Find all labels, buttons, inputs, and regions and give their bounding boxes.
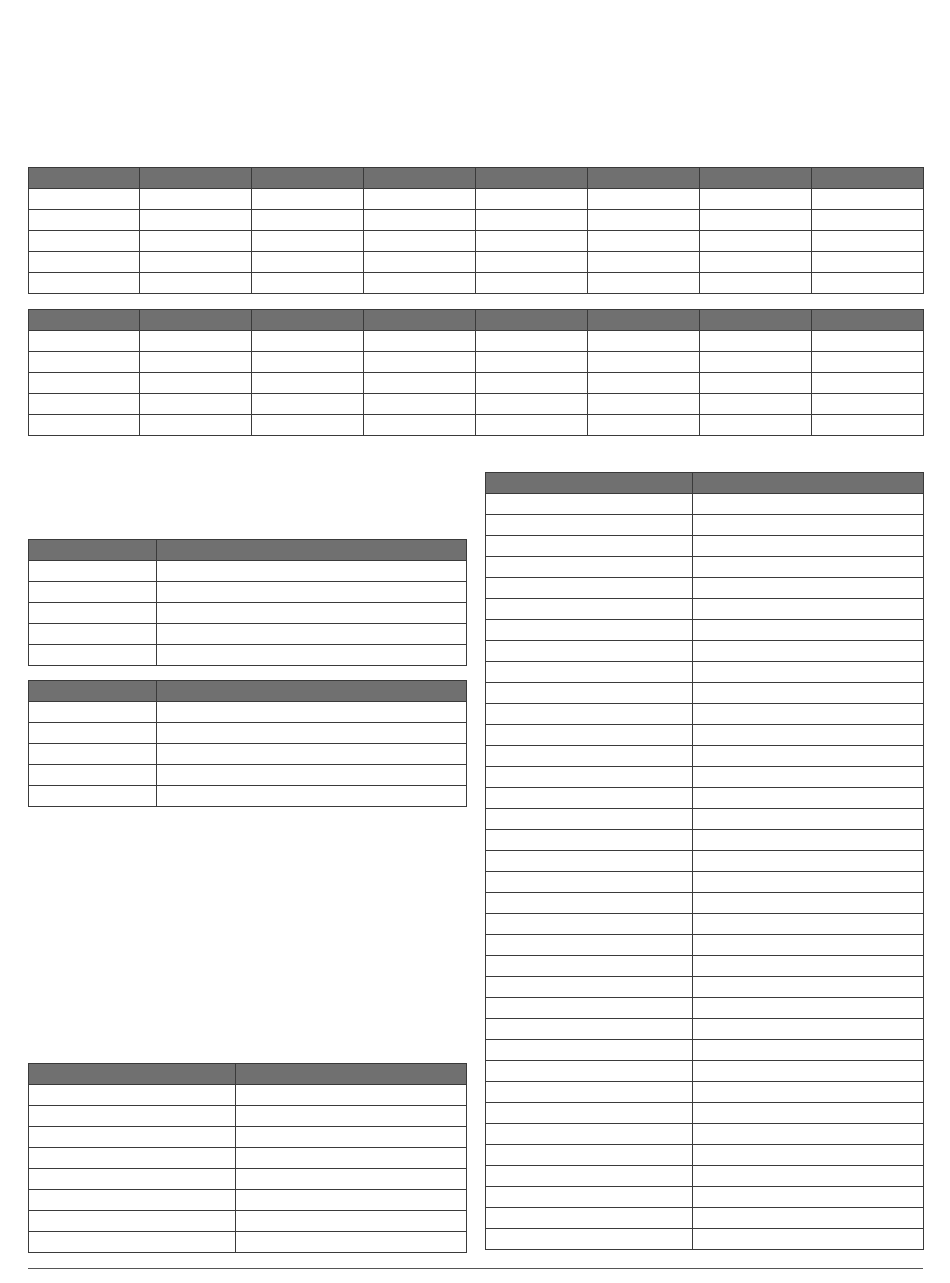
table-cell (693, 620, 924, 641)
table-cell (252, 231, 364, 252)
table-row (486, 1145, 924, 1166)
table-cell (252, 415, 364, 436)
table-cell (693, 956, 924, 977)
table-cell (700, 352, 812, 373)
column-header (29, 168, 140, 189)
table-cell (486, 998, 693, 1019)
table-row (486, 746, 924, 767)
table-row (486, 1187, 924, 1208)
table-row (29, 415, 924, 436)
table-cell (486, 515, 693, 536)
column-header (29, 540, 157, 561)
table-cell (486, 557, 693, 578)
table-cell (252, 210, 364, 231)
table-cell (476, 231, 588, 252)
column-header (252, 310, 364, 331)
table-cell (588, 189, 700, 210)
table-cell (29, 582, 157, 603)
table-cell (700, 189, 812, 210)
table-header-row (29, 681, 467, 702)
table-cell (693, 1061, 924, 1082)
table-cell (476, 189, 588, 210)
table-cell (693, 767, 924, 788)
table-row (486, 956, 924, 977)
table-cell (29, 603, 157, 624)
table-cell (693, 872, 924, 893)
table-cell (252, 331, 364, 352)
table-cell (29, 1085, 236, 1106)
footer-rule (28, 1268, 923, 1269)
table-cell (140, 415, 252, 436)
table-cell (29, 645, 157, 666)
table-row (29, 252, 924, 273)
table-cell (29, 1106, 236, 1127)
table-cell (486, 1103, 693, 1124)
table-cell (236, 1148, 467, 1169)
column-header (476, 168, 588, 189)
table-cell (486, 914, 693, 935)
table-row (486, 1103, 924, 1124)
table-cell (29, 1190, 236, 1211)
table-cell (812, 373, 924, 394)
column-header (700, 168, 812, 189)
table-cell (693, 851, 924, 872)
table-cell (693, 1124, 924, 1145)
table-cell (29, 1211, 236, 1232)
table-header-row (29, 540, 467, 561)
table-cell (588, 231, 700, 252)
table-row (486, 557, 924, 578)
table-cell (693, 893, 924, 914)
table-cell (236, 1211, 467, 1232)
table-cell (364, 252, 476, 273)
column-header (364, 168, 476, 189)
table-cell (700, 394, 812, 415)
table-cell (486, 1082, 693, 1103)
table-cell (486, 662, 693, 683)
table-cell (252, 273, 364, 294)
table-cell (236, 1169, 467, 1190)
table-cell (588, 415, 700, 436)
table-cell (364, 231, 476, 252)
column-header (812, 168, 924, 189)
table-cell (157, 744, 467, 765)
table-cell (252, 373, 364, 394)
table-cell (157, 786, 467, 807)
table-header-row (486, 473, 924, 494)
table-row (29, 702, 467, 723)
table-cell (486, 536, 693, 557)
table-cell (693, 1187, 924, 1208)
table-cell (29, 415, 140, 436)
table-row (29, 1211, 467, 1232)
table-cell (693, 536, 924, 557)
table-row (29, 1106, 467, 1127)
table-cell (252, 352, 364, 373)
table-cell (364, 189, 476, 210)
table-cell (486, 641, 693, 662)
column-header (486, 473, 693, 494)
table-cell (486, 746, 693, 767)
table-cell (588, 331, 700, 352)
table-cell (588, 373, 700, 394)
table-cell (476, 373, 588, 394)
table-cell (140, 252, 252, 273)
table-cell (140, 231, 252, 252)
wide-table-1 (28, 167, 924, 294)
table-cell (693, 1103, 924, 1124)
table-row (486, 914, 924, 935)
column-header (588, 310, 700, 331)
table-cell (486, 767, 693, 788)
table-cell (486, 1208, 693, 1229)
table-cell (693, 914, 924, 935)
column-header (157, 681, 467, 702)
table-row (486, 977, 924, 998)
table-row (29, 786, 467, 807)
table-cell (486, 1061, 693, 1082)
table-cell (486, 788, 693, 809)
table-cell (693, 1166, 924, 1187)
column-header (140, 168, 252, 189)
table-cell (364, 331, 476, 352)
table-cell (252, 252, 364, 273)
table-cell (486, 725, 693, 746)
table-row (29, 1148, 467, 1169)
table-cell (693, 1145, 924, 1166)
table-cell (476, 331, 588, 352)
table-cell (812, 394, 924, 415)
table-cell (700, 231, 812, 252)
table-header-row (29, 310, 924, 331)
table-row (486, 767, 924, 788)
table-cell (486, 977, 693, 998)
left-table-3 (28, 1063, 467, 1253)
table-cell (486, 1229, 693, 1250)
table-cell (812, 252, 924, 273)
table-cell (486, 956, 693, 977)
table-cell (588, 273, 700, 294)
table-cell (693, 725, 924, 746)
table-cell (476, 252, 588, 273)
table-cell (700, 415, 812, 436)
table-cell (29, 1148, 236, 1169)
table-row (486, 1229, 924, 1250)
table-cell (236, 1127, 467, 1148)
left-table-2 (28, 680, 467, 807)
table-cell (693, 662, 924, 683)
table-cell (812, 189, 924, 210)
table-cell (700, 252, 812, 273)
table-row (486, 1124, 924, 1145)
table-row (486, 893, 924, 914)
table-cell (29, 765, 157, 786)
table-cell (476, 415, 588, 436)
table-row (486, 683, 924, 704)
table-cell (29, 561, 157, 582)
table-cell (236, 1106, 467, 1127)
column-header (29, 1064, 236, 1085)
table-row (486, 851, 924, 872)
table-cell (588, 352, 700, 373)
table-row (486, 599, 924, 620)
table-cell (29, 352, 140, 373)
table-cell (588, 210, 700, 231)
table-row (29, 1169, 467, 1190)
table-cell (693, 1019, 924, 1040)
table-cell (486, 935, 693, 956)
table-row (486, 1040, 924, 1061)
column-header (29, 310, 140, 331)
table-row (29, 1232, 467, 1253)
table-row (29, 765, 467, 786)
table-cell (157, 561, 467, 582)
table-cell (236, 1190, 467, 1211)
table-cell (693, 494, 924, 515)
table-cell (700, 331, 812, 352)
table-cell (486, 809, 693, 830)
table-cell (588, 394, 700, 415)
table-cell (29, 744, 157, 765)
table-cell (29, 702, 157, 723)
table-cell (140, 210, 252, 231)
table-row (486, 515, 924, 536)
table-cell (486, 620, 693, 641)
table-row (29, 645, 467, 666)
table-cell (157, 702, 467, 723)
table-row (29, 331, 924, 352)
table-cell (29, 373, 140, 394)
table-cell (364, 210, 476, 231)
table-cell (157, 723, 467, 744)
table-cell (140, 394, 252, 415)
table-cell (252, 189, 364, 210)
right-long-table (485, 472, 924, 1250)
table-cell (29, 231, 140, 252)
table-cell (236, 1232, 467, 1253)
table-cell (29, 786, 157, 807)
table-row (486, 494, 924, 515)
table-row (29, 373, 924, 394)
table-cell (486, 851, 693, 872)
table-cell (476, 394, 588, 415)
table-row (29, 1085, 467, 1106)
column-header (252, 168, 364, 189)
table-cell (486, 1124, 693, 1145)
table-cell (236, 1085, 467, 1106)
table-cell (29, 1232, 236, 1253)
table-cell (812, 352, 924, 373)
table-cell (486, 599, 693, 620)
table-row (29, 723, 467, 744)
table-cell (693, 935, 924, 956)
table-cell (364, 273, 476, 294)
table-row (486, 620, 924, 641)
column-header (588, 168, 700, 189)
table-cell (700, 210, 812, 231)
table-cell (140, 189, 252, 210)
left-table-1 (28, 539, 467, 666)
table-cell (486, 578, 693, 599)
table-row (29, 189, 924, 210)
table-cell (812, 210, 924, 231)
table-cell (29, 624, 157, 645)
table-cell (157, 582, 467, 603)
table-cell (29, 252, 140, 273)
table-cell (588, 252, 700, 273)
table-cell (29, 331, 140, 352)
table-row (486, 725, 924, 746)
wide-table-2 (28, 309, 924, 436)
table-cell (476, 210, 588, 231)
table-cell (700, 373, 812, 394)
table-row (486, 641, 924, 662)
table-cell (157, 624, 467, 645)
column-header (157, 540, 467, 561)
table-cell (693, 704, 924, 725)
table-row (29, 1190, 467, 1211)
column-header (29, 681, 157, 702)
table-row (29, 603, 467, 624)
table-row (486, 704, 924, 725)
table-cell (693, 977, 924, 998)
table-row (486, 872, 924, 893)
table-cell (693, 1229, 924, 1250)
table-cell (29, 394, 140, 415)
table-cell (29, 1127, 236, 1148)
table-row (29, 231, 924, 252)
column-header (236, 1064, 467, 1085)
table-cell (364, 352, 476, 373)
table-cell (812, 273, 924, 294)
table-cell (693, 578, 924, 599)
column-header (693, 473, 924, 494)
table-cell (693, 830, 924, 851)
column-header (476, 310, 588, 331)
table-cell (486, 872, 693, 893)
table-cell (140, 273, 252, 294)
table-cell (252, 394, 364, 415)
table-row (486, 1208, 924, 1229)
table-row (29, 352, 924, 373)
table-cell (486, 1145, 693, 1166)
table-cell (364, 373, 476, 394)
table-row (486, 1019, 924, 1040)
table-cell (29, 189, 140, 210)
table-cell (486, 494, 693, 515)
table-row (486, 998, 924, 1019)
table-cell (29, 210, 140, 231)
table-row (29, 394, 924, 415)
table-cell (486, 704, 693, 725)
table-row (486, 536, 924, 557)
table-cell (486, 1040, 693, 1061)
table-row (486, 830, 924, 851)
table-row (29, 210, 924, 231)
table-row (486, 809, 924, 830)
column-header (700, 310, 812, 331)
table-cell (486, 893, 693, 914)
column-header (140, 310, 252, 331)
table-cell (693, 683, 924, 704)
table-cell (812, 415, 924, 436)
table-row (29, 1127, 467, 1148)
table-cell (812, 331, 924, 352)
table-row (29, 561, 467, 582)
column-header (812, 310, 924, 331)
table-cell (364, 415, 476, 436)
table-cell (29, 723, 157, 744)
table-cell (140, 331, 252, 352)
table-cell (693, 641, 924, 662)
table-row (29, 624, 467, 645)
table-header-row (29, 168, 924, 189)
table-row (486, 662, 924, 683)
table-row (486, 1082, 924, 1103)
table-cell (157, 645, 467, 666)
table-cell (693, 1040, 924, 1061)
table-row (29, 744, 467, 765)
table-row (486, 935, 924, 956)
table-cell (812, 231, 924, 252)
table-row (486, 788, 924, 809)
table-cell (700, 273, 812, 294)
table-cell (693, 809, 924, 830)
table-cell (693, 1208, 924, 1229)
column-header (364, 310, 476, 331)
table-cell (486, 830, 693, 851)
table-cell (693, 599, 924, 620)
table-cell (486, 1019, 693, 1040)
table-cell (693, 998, 924, 1019)
table-cell (29, 273, 140, 294)
table-row (29, 582, 467, 603)
table-cell (364, 394, 476, 415)
table-cell (476, 273, 588, 294)
table-cell (29, 1169, 236, 1190)
table-row (486, 578, 924, 599)
table-cell (157, 603, 467, 624)
table-header-row (29, 1064, 467, 1085)
table-cell (486, 683, 693, 704)
table-cell (140, 373, 252, 394)
table-cell (476, 352, 588, 373)
table-cell (693, 788, 924, 809)
table-cell (157, 765, 467, 786)
table-cell (693, 557, 924, 578)
table-cell (693, 746, 924, 767)
table-cell (486, 1187, 693, 1208)
table-cell (140, 352, 252, 373)
table-cell (486, 1166, 693, 1187)
table-cell (693, 1082, 924, 1103)
table-row (29, 273, 924, 294)
table-row (486, 1061, 924, 1082)
table-row (486, 1166, 924, 1187)
table-cell (693, 515, 924, 536)
